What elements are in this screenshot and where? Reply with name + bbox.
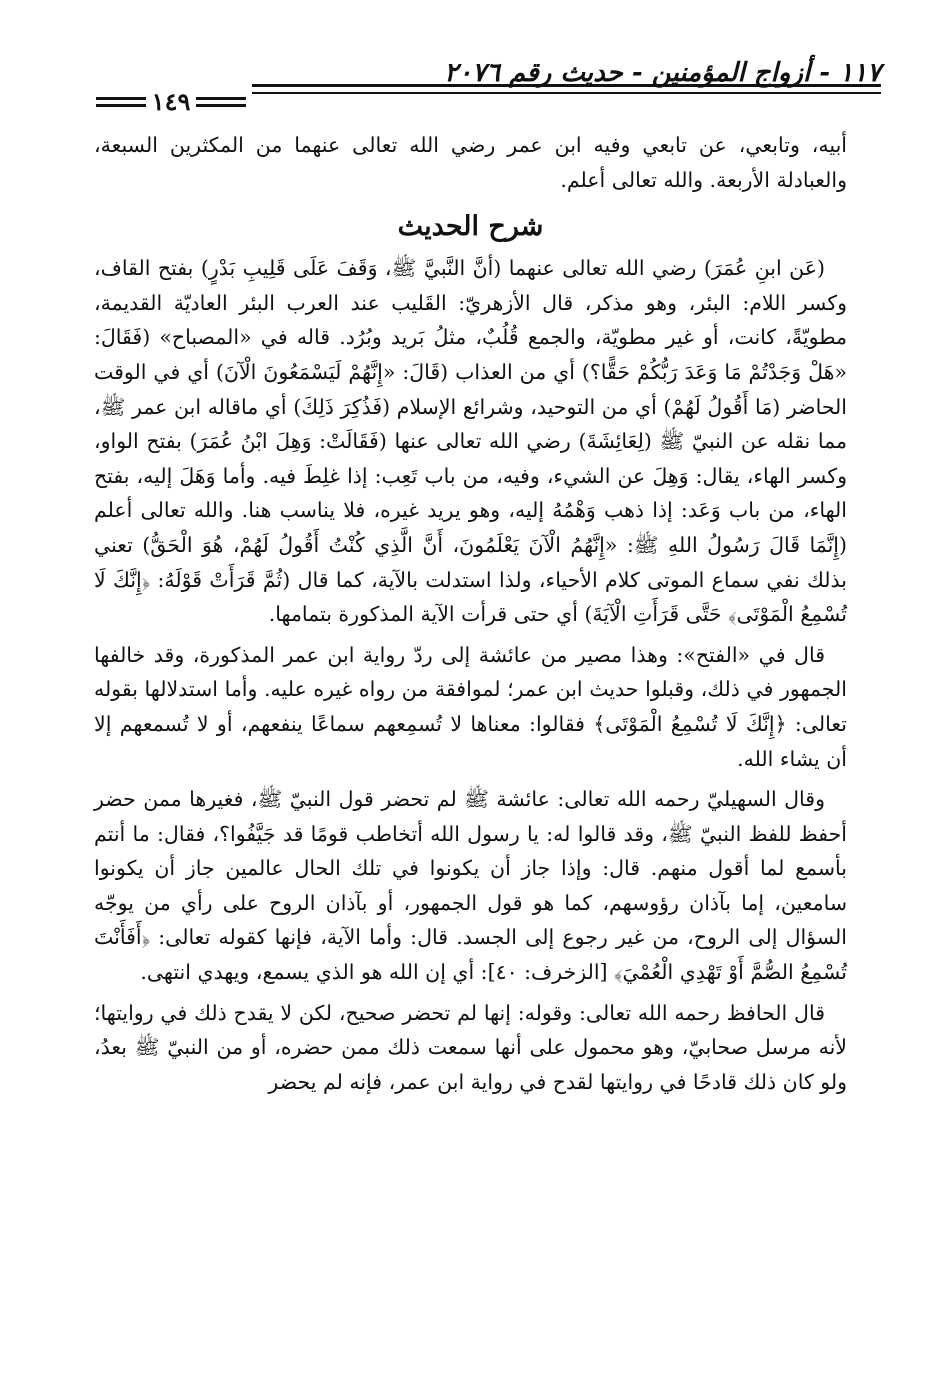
page-number-box xyxy=(96,86,246,116)
header-rule-thin xyxy=(252,92,881,94)
header-rule xyxy=(252,84,881,87)
paragraph: قال في «الفتح»: وهذا مصير من عائشة إلى ردّ رواية ابن عمر المذكورة، وقد خالفها الجمهور في ذلك، وقبلوا حديث ابن عمر؛ لموافقة من رواه غيره عليه. وأما استدلالها بقوله تعالى: ﴿إِنَّكَ لَا تُسْمِعُ الْمَوْتَى﴾ فقالوا: معناها لا تُسمِعهم سماعًا ينفعهم، أو لا تُسمعهم إلا أن يشاء الله. xyxy=(94,642,847,771)
paragraph: وقال السهيليّ رحمه الله تعالى: عائشة ﷺ لم تحضر قول النبيّ ﷺ، فغيرها ممن حضر أحفظ للفظ النبيّ ﷺ، وقد قالوا له: يا رسول الله أتخاطب قومًا قد جَيَّفُوا؟، فقال: ما أنتم بأسمع لما أقول منهم. قال: وإذا جاز أن يكونوا في تلك الحال عالمين جاز أن يكونوا سامعين، إما بآذان رؤوسهم، كما هو قول الجمهور، أو بآذان الروح على رأي من يوجّه السؤال إلى الروح، من غير رجوع إلى الجسد. قال: وأما الآية، فإنها كقوله تعالى: ﴿أَفَأَنْتَ تُسْمِعُ الصُّمَّ أَوْ تَهْدِي الْعُمْيَ﴾ [الزخرف: ٤٠]: أي إن الله هو الذي يسمع، ويهدي انتهى. xyxy=(94,787,847,985)
page-number: ١٤٩ xyxy=(146,87,197,116)
section-title: شرح الحديث xyxy=(397,211,544,243)
intro-paragraph: أبيه، وتابعي، عن تابعي وفيه ابن عمر رضي الله تعالى عنهما من المكثرين السبعة، والعبادلة الأربعة. والله تعالى أعلم. xyxy=(94,133,847,192)
header-title: ١١٧ - أزواج المؤمنين - حديث رقم ٢٠٧٦ xyxy=(444,58,881,88)
paragraph: قال الحافظ رحمه الله تعالى: وقوله: إنها لم تحضر صحيح، لكن لا يقدح ذلك في روايتها؛ لأنه مرسل صحابيّ، وهو محمول على أنها سمعت ذلك ممن حضره، أو من النبيّ ﷺ بعدُ، ولو كان ذلك قادحًا في روايتها لقدح في رواية ابن عمر، فإنه لم يحضر xyxy=(94,1000,847,1094)
body-text xyxy=(94,128,847,1099)
paragraph: (عَن ابنِ عُمَرَ) رضي الله تعالى عنهما (أنَّ النَّبيَّ ﷺ، وَقَفَ عَلَى قَلِيبِ بَدْرٍ) بفتح القاف، وكسر اللام: البئر، وهو مذكر، قال الأزهريّ: القَليب عند العرب البئر العاديّة القديمة، مطويّةً، كانت، أو غير مطويّة، والجمع قُلُبٌ، مثلُ بَريد وبُرُد. قاله في «المصباح» (فَقَالَ: «هَلْ وَجَدْتُمْ مَا وَعَدَ رَبُّكُمْ حَقًّا؟) أي من العذاب (قَالَ: «إِنَّهُمْ لَيَسْمَعُونَ الْآنَ) أي في الوقت الحاضر (مَا أَقُولُ لَهُمْ) أي من التوحيد، وشرائع الإسلام (فَذُكِرَ ذَلِكَ) أي ماقاله ابن عمر ﷺ، مما نقله عن النبيّ ﷺ (لِعَائِشَةَ) رضي الله تعالى عنها (فَقَالَتْ: وَهِلَ ابْنُ عُمَرَ) بفتح الواو، وكسر الهاء، يقال: وَهِلَ عن الشيء، وفيه، من باب تَعِب: إذا غلِطَ فيه. وأما وَهَلَ إليه، بفتح الهاء، من باب وَعَد: إذا ذهب وَهْمُهُ إليه، وهو يريد غيره، فلا يناسب هنا. والله تعالى أعلم (إِنَّمَا قَالَ رَسُولُ اللهِ ﷺ: «إِنَّهُمُ الْآنَ يَعْلَمُونَ، أَنَّ الَّذِي كُنْتُ أَقُولُ لَهُمْ، هُوَ الْحَقُّ) تعني بذلك نفي سماع الموتى كلام الأحياء، ولذا استدلت بالآية، كما قال (ثُمَّ قَرَأَتْ قَوْلَهُ: ﴿إِنَّكَ لَا تُسْمِعُ الْمَوْتَى﴾ حَتَّى قَرَأَتِ الْآيَةَ) أي حتى قرأت الآية المذكورة بتمامها. xyxy=(94,256,847,627)
running-header xyxy=(120,44,881,88)
